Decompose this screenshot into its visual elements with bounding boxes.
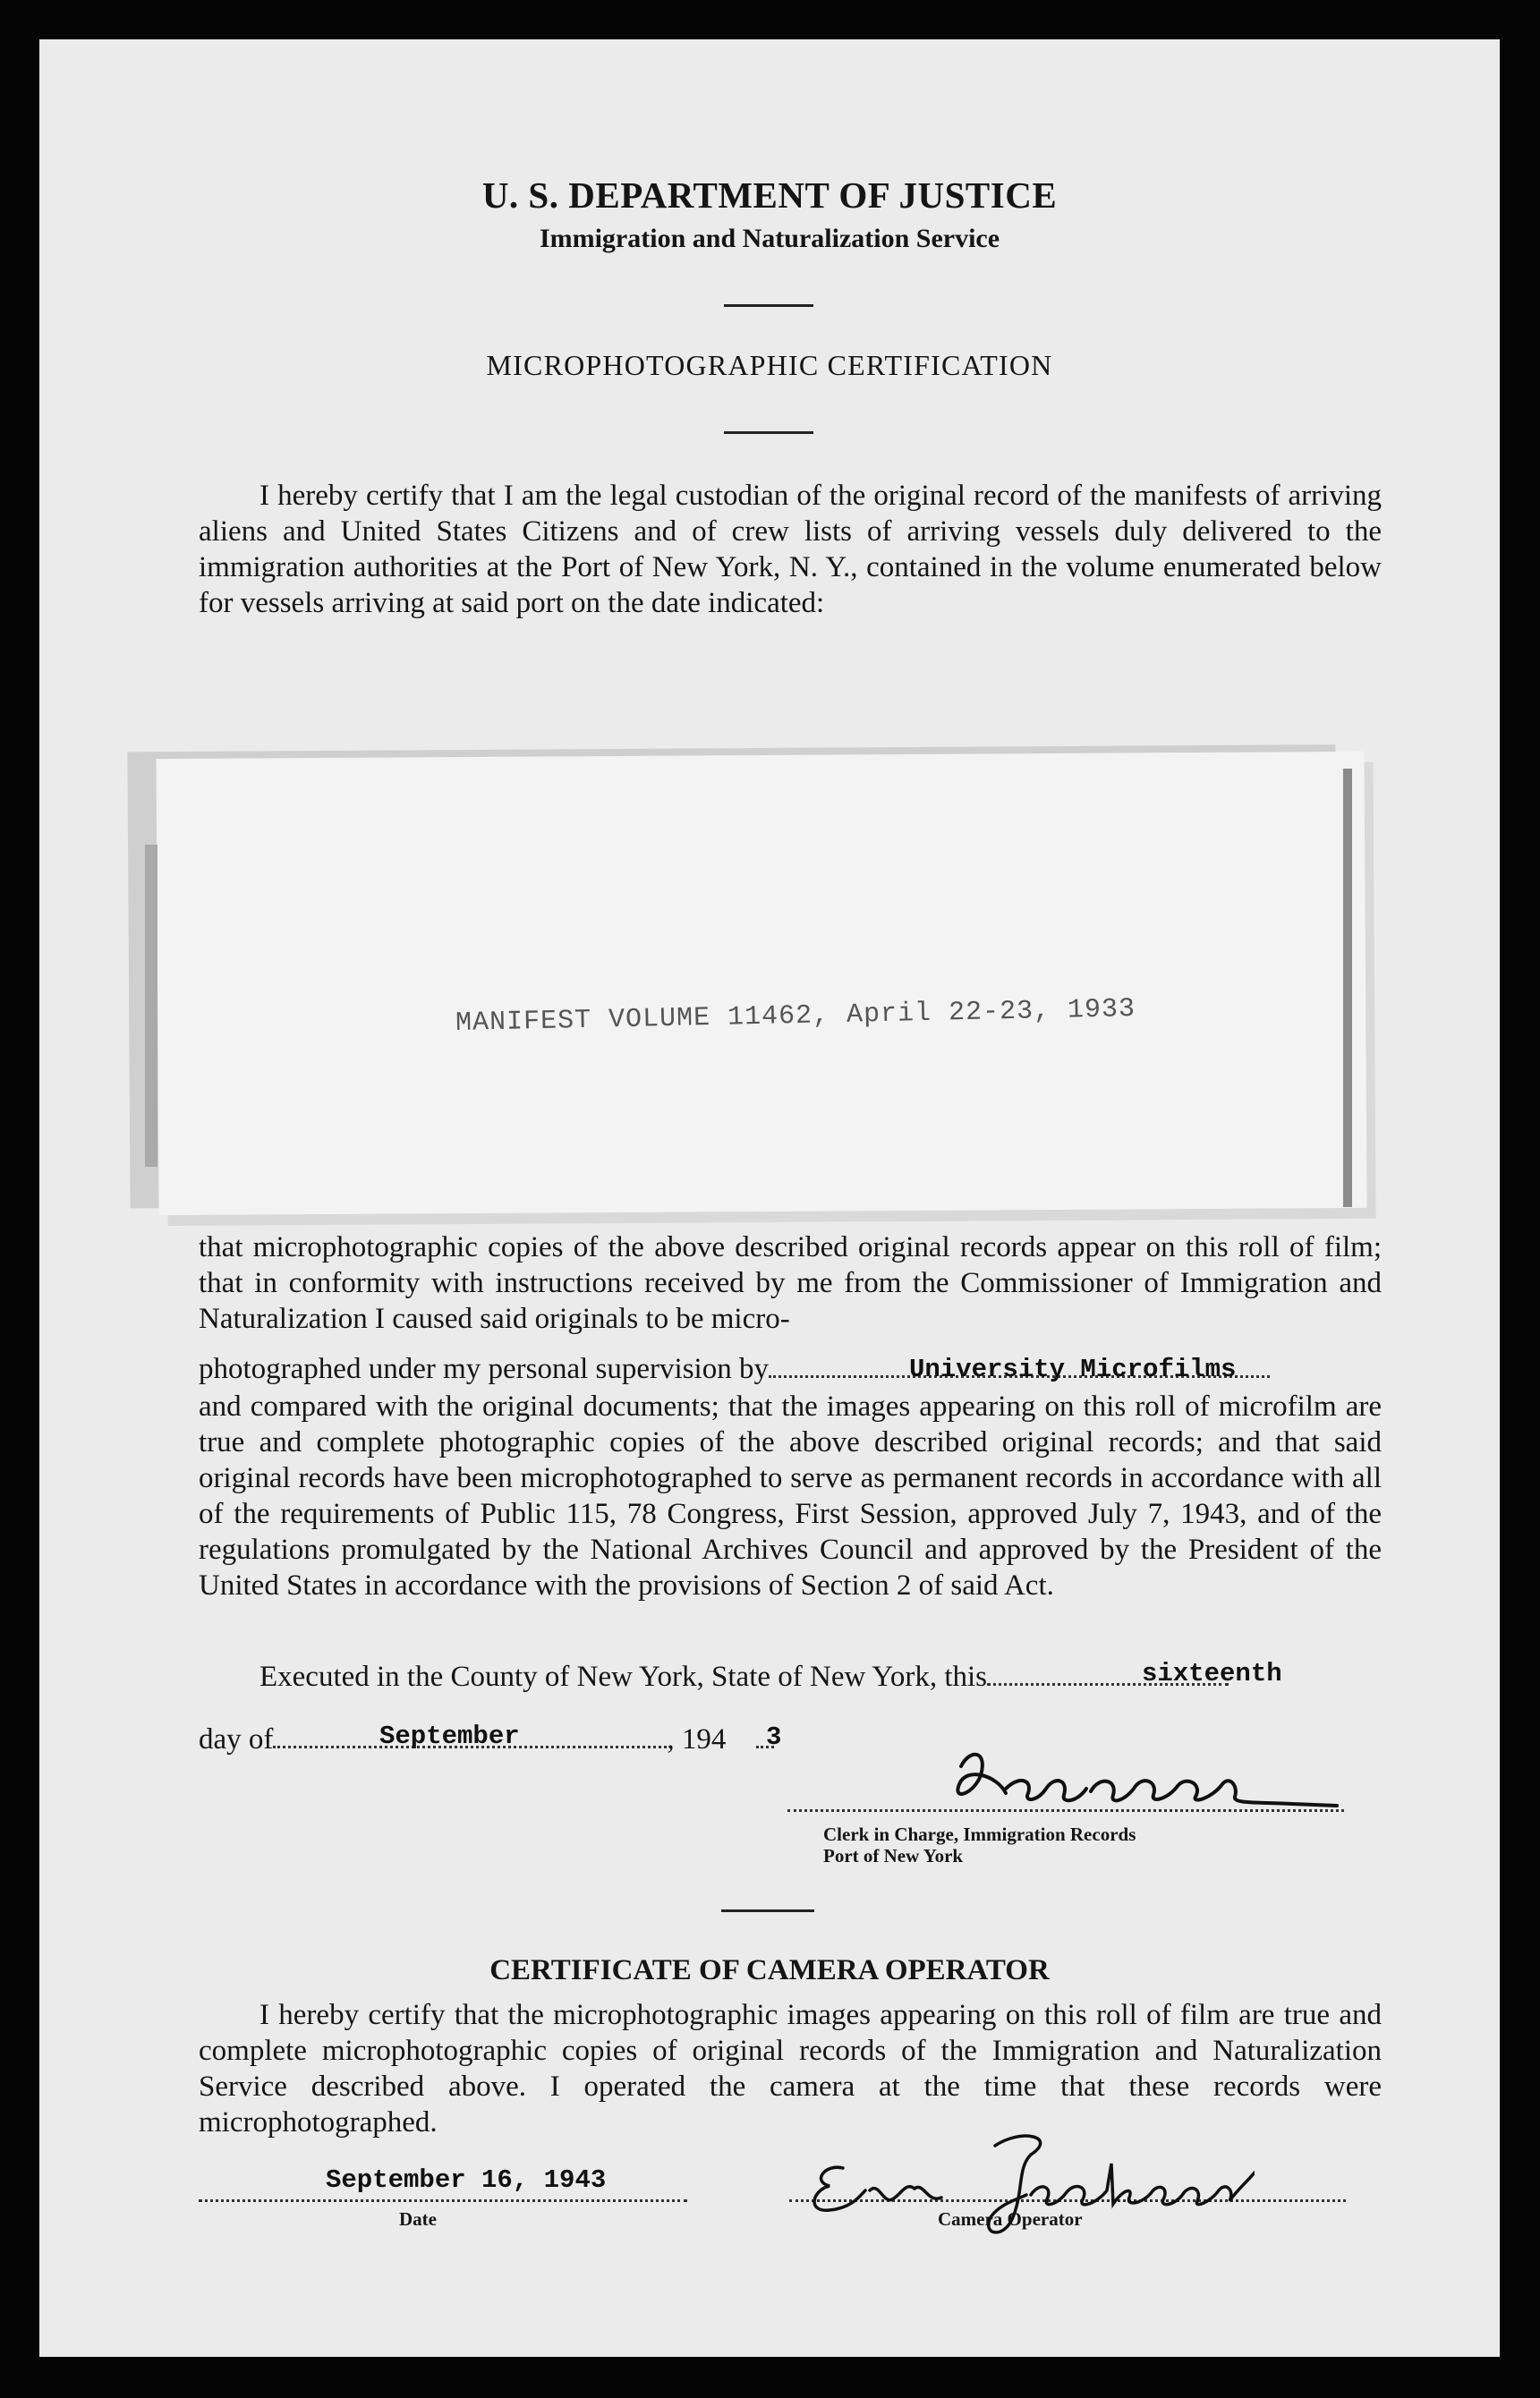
manifest-volume-caption: MANIFEST VOLUME 11462, April 22-23, 1933 <box>455 994 1136 1039</box>
custodian-intro-paragraph: I hereby certify that I am the legal custodian of the original record of the manifests of arriving aliens and United States Citizens and of crew lists of arriving vessels duly delivered to the immigration authorities at the Port of New York, N. Y., contained in the volume enumerated below for vessels arriving at said port on the date indicated: <box>199 480 1382 619</box>
clerk-signature <box>934 1739 1346 1820</box>
card-shadow <box>145 845 157 1167</box>
camera-operator-paragraph: I hereby certify that the microphotographic images appearing on this roll of film are true and complete microphotographic copies of original records of the Immigration and Naturalization Service described above. I operated the camera at the time that these records were microphotographed. <box>199 1999 1382 2139</box>
clerk-title <box>823 1824 1136 1867</box>
divider <box>721 1909 814 1912</box>
photographed-by-label: photographed under my personal supervision by <box>199 1353 769 1385</box>
executed-line <box>260 1661 1229 1694</box>
operator-label: Camera Operator <box>938 2208 1083 2230</box>
clerk-title-line-1: Clerk in Charge, Immigration Records <box>823 1824 1136 1845</box>
volume-label-card <box>156 752 1366 1215</box>
card-edge <box>1343 769 1352 1207</box>
form-title: MICROPHOTOGRAPHIC CERTIFICATION <box>486 349 1053 381</box>
divider <box>724 431 813 434</box>
photographed-by-value: University Microfilms <box>909 1355 1237 1384</box>
camera-operator-title: CERTIFICATE OF CAMERA OPERATOR <box>489 1954 1050 1986</box>
executed-day-value: sixteenth <box>1142 1659 1282 1688</box>
clerk-title-line-2: Port of New York <box>823 1845 964 1867</box>
date-label: Date <box>399 2208 437 2230</box>
year-prefix: , 194 <box>667 1723 727 1756</box>
executed-label: Executed in the County of New York, State of New York, this <box>260 1661 988 1693</box>
date-line <box>199 2199 687 2202</box>
month-value: September <box>379 1722 520 1751</box>
certification-body-1: that microphotographic copies of the above described original records appear on this roll of film; that in conformity with instructions received by me from the Commissioner of Immigration and Naturalization I caused said originals to be micro- <box>199 1231 1382 1335</box>
divider <box>724 304 813 307</box>
certificate-sheet <box>39 39 1500 2357</box>
date-value: September 16, 1943 <box>326 2165 607 2195</box>
day-of-label: day of <box>199 1723 274 1756</box>
service-subheading: Immigration and Naturalization Service <box>539 224 1000 253</box>
department-heading: U. S. DEPARTMENT OF JUSTICE <box>481 174 1058 216</box>
certification-body-2: and compared with the original documents; that the images appearing on this roll of microfilm are true and complete photographic copies of the above described original records; and that said original records have been microphotographed to serve as permanent records in accordance with all of the requirements of Public 115, 78 Congress, First Session, approved July 7, 1943, and of the regulations promulgated by the National Archives Council and approved by the President of the United States in accordance with the provisions of Section 2 of said Act. <box>199 1390 1382 1602</box>
year-digit-value: 3 <box>766 1722 782 1752</box>
